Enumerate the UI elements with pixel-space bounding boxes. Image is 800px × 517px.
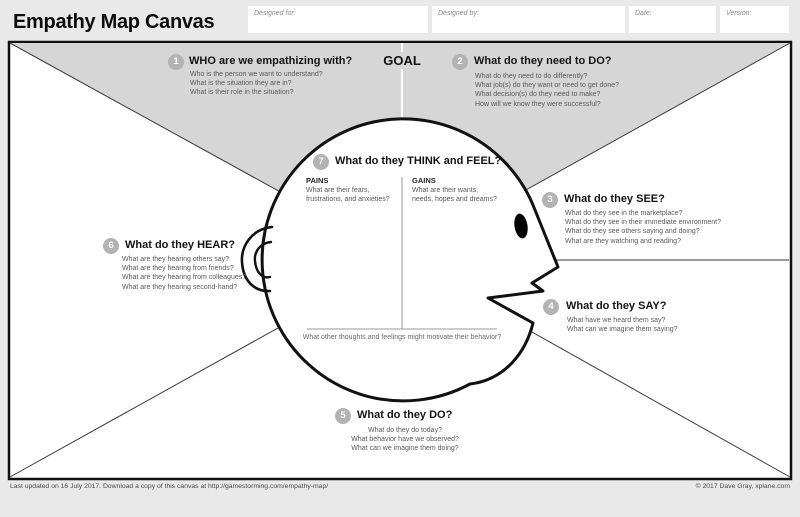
- section-need-do-title: What do they need to DO?: [474, 55, 612, 67]
- section-see-questions: What do they see in the marketplace? What do they see in their immediate environment? What do they see others saying and doing? What are they watching and reading?: [565, 210, 722, 245]
- pains-label: PAINS: [306, 176, 329, 185]
- badge-7: 7: [313, 154, 329, 170]
- section-who-questions: Who is the person we want to understand? What is the situation they are in? What is their role in the situation?: [190, 71, 323, 97]
- badge-4: 4: [543, 299, 559, 315]
- section-think-feel-title: What do they THINK and FEEL?: [335, 155, 502, 167]
- section-do-questions: What do they do today? What behavior have we observed? What can we imagine them doing?: [351, 427, 459, 453]
- section-say-title: What do they SAY?: [566, 300, 667, 312]
- section-who-title: WHO are we empathizing with?: [189, 55, 353, 67]
- badge-1: 1: [168, 54, 184, 70]
- version-label: Version:: [726, 10, 752, 17]
- badge-3: 3: [542, 192, 558, 208]
- designed-by-label: Designed by:: [438, 10, 479, 17]
- page-title: Empathy Map Canvas: [13, 11, 215, 33]
- badge-2: 2: [452, 54, 468, 70]
- section-do-title: What do they DO?: [357, 409, 453, 421]
- goal-label: GOAL: [368, 52, 436, 69]
- footer-left-text: Last updated on 16 July 2017. Download a copy of this canvas at http://gamestorming.com/empathy-map/: [10, 483, 329, 490]
- pains-questions: What are their fears, frustrations, and anxieties?: [306, 187, 390, 204]
- gains-questions: What are their wants, needs, hopes and dreams?: [412, 187, 497, 204]
- section-hear-questions: What are they hearing others say? What are they hearing from friends? What are they hearing from colleagues? What are they hearing second-hand?: [122, 256, 247, 291]
- section-say-questions: What have we heard them say? What can we imagine them saying?: [567, 317, 678, 334]
- badge-5: 5: [335, 408, 351, 424]
- date-label: Date:: [635, 10, 652, 17]
- section-see-title: What do they SEE?: [564, 193, 665, 205]
- badge-6: 6: [103, 238, 119, 254]
- thoughts-question: What other thoughts and feelings might motivate their behavior?: [302, 334, 502, 341]
- section-need-do-questions: What do they need to do differently? What job(s) do they want or need to get done? What decision(s) do they need to make? How will we know they were successful?: [475, 73, 619, 108]
- footer-copyright: © 2017 Dave Gray, xplane.com: [695, 483, 790, 490]
- designed-for-label: Designed for:: [254, 10, 296, 17]
- section-hear-title: What do they HEAR?: [125, 239, 235, 251]
- gains-label: GAINS: [412, 176, 436, 185]
